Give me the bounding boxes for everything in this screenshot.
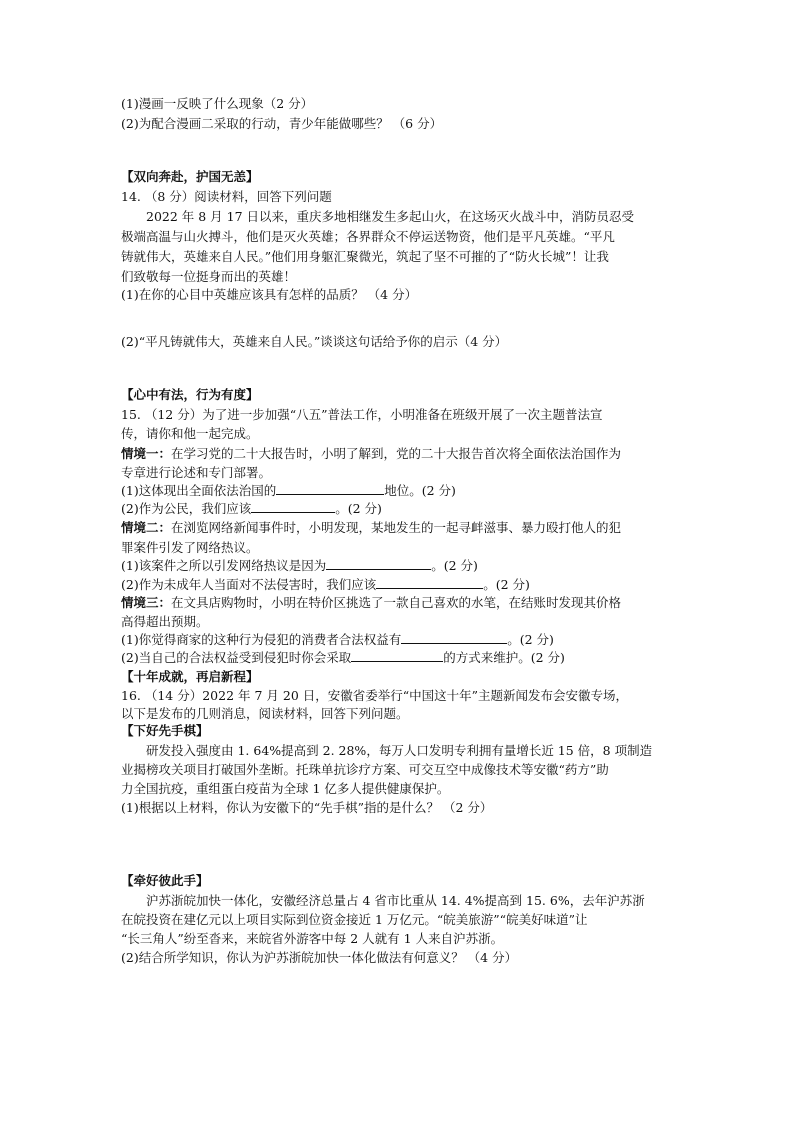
answer-blank[interactable] [401,632,507,644]
material-line: 铸就伟大，英雄来自人民。”他们用身躯汇聚微光，筑起了坚不可摧的了“防火长城”！让我 [121,249,609,264]
material-line: 极端高温与山火搏斗，他们是灭火英雄；各界群众不停运送物资，他们是平凡英雄。“平凡 [121,229,615,244]
scenario-text: 在学习党的二十大报告时，小明了解到，党的二十大报告首次将全面依法治国作为 [171,446,622,461]
section-heading: 【十年成就，再启新程】 [121,669,259,684]
scenario-text: 在浏览网络新闻事件时，小明发现，某地发生的一起寻衅滋事、暴力殴打他人的犯 [171,520,622,535]
sub-question: (2)“平凡铸就伟大，英雄来自人民。”谈谈这句话给予你的启示（4 分） [121,334,508,349]
question-2-text: (2)为配合漫画二采取的行动，青少年能做哪些？ （6 分） [121,116,443,131]
material-line: 2022 年 8 月 17 日以来，重庆多地相继发生多起山火，在这场灭火战斗中，消防员忍受 [146,209,635,224]
fill-blank-question: (2)作为未成年人当面对不法侵害时，我们应该 。(2 分) [121,577,530,592]
material-line: 力全国抗疫，重组蛋白疫苗为全球 1 亿多人提供健康保护。 [121,781,450,796]
scenario-label: 情境一： [121,446,172,461]
material-line: 沪苏浙皖加快一体化，安徽经济总量占 4 省市比重从 14. 4%提高到 15. 6%，去年沪苏浙 [146,893,645,908]
scenario-line [121,520,621,536]
question-stem: 以下是发布的几则消息，阅读材料，回答下列问题。 [121,706,409,721]
material-line: 研发投入强度由 1. 64%提高到 2. 28%，每万人口发明专利拥有量增长近 15 倍，8 项制造 [146,743,653,758]
sub-question: (1)根据以上材料，你认为安徽下的“先手棋”指的是什么？ （2 分） [121,800,493,815]
fill-blank-question: (2)当自己的合法权益受到侵犯时你会采取 的方式来维护。(2 分) [121,650,565,665]
question-1-text: (1)漫画一反映了什么现象（2 分） [121,96,314,111]
section-heading: 【双向奔赴，护国无恙】 [121,169,259,184]
sub-question: (2)结合所学知识，你认为沪苏浙皖加快一体化做法有何意义？ （4 分） [121,950,518,965]
answer-blank[interactable] [376,577,483,589]
fill-blank-question: (1)这体现出全面依法治国的 地位。(2 分) [121,483,456,498]
scenario-line [121,446,621,462]
material-line: “长三角人”纷至沓来，来皖省外游客中每 2 人就有 1 人来自沪苏浙。 [121,931,504,946]
question-stem: 传，请你和他一起完成。 [121,426,259,441]
question-stem: 15. （12 分）为了进一步加强“八五”普法工作，小明准备在班级开展了一次主题普法宣 [121,407,603,422]
answer-blank[interactable] [351,650,443,662]
scenario-label: 情境三： [121,595,172,610]
answer-blank[interactable] [251,501,335,513]
scenario-label: 情境二： [121,520,172,535]
scenario-line: 高得超出预期。 [121,614,209,629]
scenario-text: 在文具店购物时，小明在特价区挑选了一款自己喜欢的水笔，在结账时发现其价格 [171,595,622,610]
answer-blank[interactable] [276,483,384,495]
fill-blank-question: (1)该案件之所以引发网络热议是因为 。(2 分) [121,558,478,573]
sub-question: (1)在你的心目中英雄应该具有怎样的品质？ （4 分） [121,287,418,302]
sub-heading: 【牵好彼此手】 [121,873,209,888]
material-line: 业揭榜攻关项目打破国外垄断。托珠单抗诊疗方案、可交互空中成像技术等安徽“药方”助 [121,762,609,777]
material-line: 在皖投资在建亿元以上项目实际到位资金接近 1 万亿元。“皖美旅游”“皖美好味道”让 [121,912,588,927]
material-line: 们致敬每一位挺身而出的英雄！ [121,269,297,284]
scenario-line [121,595,621,611]
question-stem: 14. （8 分）阅读材料，回答下列问题 [121,189,332,204]
fill-blank-question: (2)作为公民，我们应该 。(2 分) [121,501,382,516]
question-stem: 16. （14 分）2022 年 7 月 20 日，安徽省委举行“中国这十年”主题新闻发布会安徽专场， [121,688,629,703]
answer-blank[interactable] [326,558,431,570]
section-heading: 【心中有法，行为有度】 [121,387,259,402]
sub-heading: 【下好先手棋】 [121,723,209,738]
scenario-line: 专章进行论述和专门部署。 [121,465,272,480]
scenario-line: 罪案件引发了网络热议。 [121,540,259,555]
fill-blank-question: (1)你觉得商家的这种行为侵犯的消费者合法权益有 。(2 分) [121,632,554,647]
